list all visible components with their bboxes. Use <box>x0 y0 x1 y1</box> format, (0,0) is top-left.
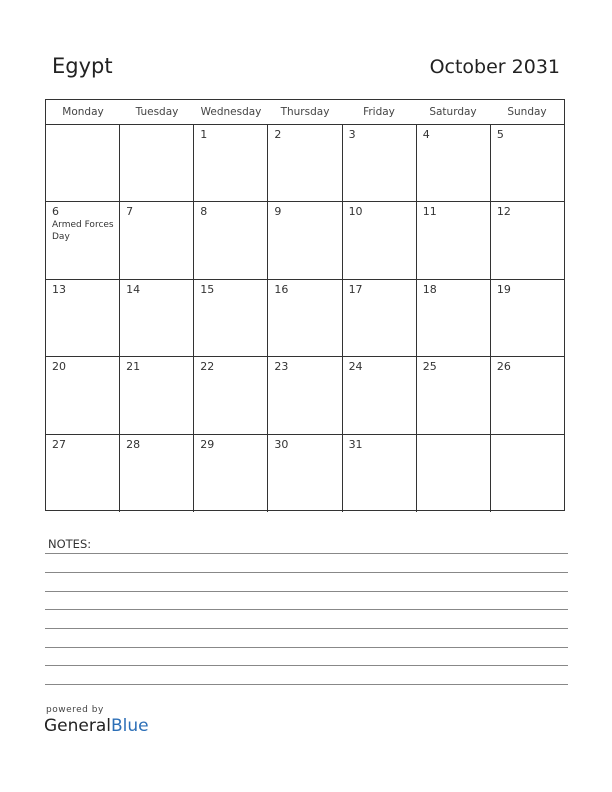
day-number: 31 <box>348 437 363 451</box>
day-number: 28 <box>126 437 141 451</box>
day-number: 27 <box>52 437 66 451</box>
day-number: 1 <box>200 128 208 141</box>
day-number: 5 <box>496 128 504 141</box>
weekday-header-row <box>46 100 564 125</box>
calendar-grid <box>45 99 565 511</box>
day-number: 2 <box>274 128 282 141</box>
day-cell <box>491 125 564 201</box>
powered-by-text: powered by <box>46 705 104 715</box>
day-cell <box>194 202 268 278</box>
country-title: Egypt <box>52 54 113 78</box>
day-cell <box>120 280 194 356</box>
notes-line <box>45 609 568 610</box>
weekday-sunday: Sunday <box>507 106 547 118</box>
weekday-wednesday: Wednesday <box>200 106 262 118</box>
day-cell <box>46 435 120 512</box>
day-number: 18 <box>422 282 437 296</box>
day-cell <box>343 125 417 201</box>
day-cell <box>491 202 564 278</box>
day-cell <box>417 435 491 512</box>
notes-line <box>45 553 568 554</box>
month-year-title: October 2031 <box>429 56 560 78</box>
day-number: 19 <box>496 282 511 296</box>
day-cell <box>46 202 120 278</box>
day-number: 11 <box>422 205 437 219</box>
notes-line <box>45 591 568 592</box>
notes-line <box>45 647 568 648</box>
day-cell <box>194 435 268 512</box>
weekday-thursday: Thursday <box>280 106 330 118</box>
day-cell <box>491 357 564 433</box>
day-number: 21 <box>126 360 141 374</box>
day-number: 12 <box>496 205 511 219</box>
day-number: 26 <box>496 360 511 374</box>
week-row <box>46 125 564 202</box>
brand-logo <box>44 716 149 736</box>
day-cell <box>194 125 268 201</box>
day-cell <box>268 202 342 278</box>
weekday-saturday: Saturday <box>429 106 477 118</box>
calendar-weeks <box>46 125 564 512</box>
day-cell <box>46 125 120 201</box>
week-row <box>46 280 564 357</box>
notes-line <box>45 684 568 685</box>
day-cell <box>46 357 120 433</box>
day-cell <box>268 435 342 512</box>
day-number: 16 <box>274 282 289 296</box>
day-cell <box>343 357 417 433</box>
week-row <box>46 357 564 434</box>
notes-line <box>45 572 568 573</box>
day-cell <box>343 280 417 356</box>
day-number: 13 <box>52 282 66 296</box>
day-number: 24 <box>348 360 363 374</box>
day-cell <box>343 202 417 278</box>
day-cell <box>120 125 194 201</box>
day-cell <box>417 125 491 201</box>
day-number: 10 <box>348 205 363 219</box>
day-cell <box>343 435 417 512</box>
notes-line <box>45 665 568 666</box>
day-number: 15 <box>200 282 215 296</box>
day-number: 7 <box>126 205 134 219</box>
day-number: 29 <box>200 437 215 451</box>
weekday-monday: Monday <box>62 106 104 118</box>
brand-name-part1: General <box>44 716 111 736</box>
day-cell <box>194 280 268 356</box>
day-cell <box>491 435 564 512</box>
day-number: 3 <box>348 128 356 141</box>
notes-label: NOTES: <box>48 537 92 551</box>
weekday-friday: Friday <box>363 106 395 118</box>
day-number: 22 <box>200 360 215 374</box>
day-cell <box>491 280 564 356</box>
day-cell <box>417 280 491 356</box>
day-cell <box>46 280 120 356</box>
brand-name-part2: Blue <box>111 716 149 736</box>
day-cell <box>417 357 491 433</box>
day-number: 9 <box>274 205 282 219</box>
day-cell <box>268 280 342 356</box>
day-number: 6 <box>52 205 59 219</box>
day-cell <box>268 357 342 433</box>
day-number: 4 <box>422 128 430 141</box>
day-cell <box>120 435 194 512</box>
day-number: 17 <box>348 282 363 296</box>
day-number: 23 <box>274 360 289 374</box>
day-number: 20 <box>52 360 66 374</box>
holiday-label: Armed Forces Day <box>52 220 114 243</box>
day-number: 14 <box>126 282 141 296</box>
day-number: 25 <box>422 360 437 374</box>
day-cell <box>268 125 342 201</box>
week-row <box>46 435 564 512</box>
weekday-tuesday: Tuesday <box>135 106 179 118</box>
notes-line <box>45 628 568 629</box>
day-number: 8 <box>200 205 208 219</box>
day-number: 30 <box>274 437 289 451</box>
day-cell <box>120 202 194 278</box>
day-cell <box>417 202 491 278</box>
week-row <box>46 202 564 279</box>
day-cell <box>194 357 268 433</box>
day-cell <box>120 357 194 433</box>
